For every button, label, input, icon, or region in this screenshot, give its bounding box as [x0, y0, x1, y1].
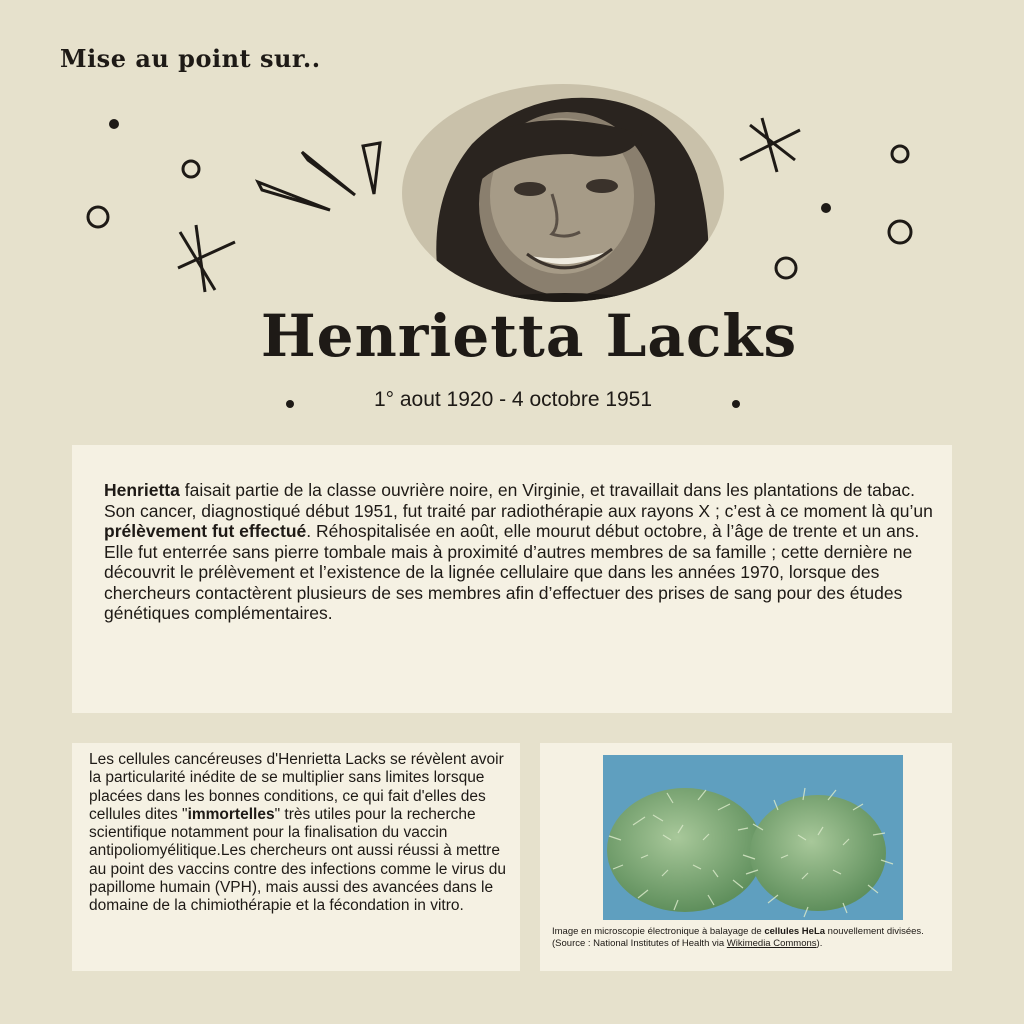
cells-card	[72, 743, 520, 971]
wikimedia-link[interactable]: Wikimedia Commons	[726, 937, 817, 949]
ring-icon	[889, 221, 911, 243]
bio-paragraph: Elle fut enterrée sans pierre tombale mais à proximité d’autres membres de sa famille ; cette dernière ne découvrit le prélèvement et l’existence de la lignée cellulaire que dans les années 1970, lorsque des chercheurs contactèrent plusieurs de ses membres afin d’effectuer des prises de sang pour des études génétiques complémentaires.	[104, 541, 913, 623]
bio-sentence: . Réhospitalisée en août, elle mourut début octobre, à l’âge de trente et un ans.	[306, 521, 920, 541]
triangle-icon	[258, 182, 330, 210]
bold-hela: cellules HeLa	[764, 926, 826, 937]
triangle-icon	[363, 143, 380, 194]
portrait-photo	[402, 84, 724, 302]
bold-sample: prélèvement fut effectué	[104, 521, 307, 541]
ring-icon	[183, 161, 199, 177]
caption-text: Image en microscopie électronique à balayage de	[552, 926, 765, 937]
dot-icon	[109, 119, 119, 129]
biography-card	[72, 445, 952, 713]
hela-cells-image	[603, 755, 903, 920]
caption-end: ).	[816, 937, 823, 949]
person-name: Henrietta Lacks	[260, 302, 798, 370]
ring-icon	[88, 207, 108, 227]
image-card	[540, 743, 952, 971]
sparkle-icon	[178, 225, 235, 292]
bullet-icon	[732, 400, 740, 408]
caption-source: (Source : National Institutes of Health via	[552, 937, 727, 949]
ring-icon	[892, 146, 908, 162]
life-dates: 1° aout 1920 - 4 octobre 1951	[373, 388, 653, 411]
cells-sentence: " très utiles pour la recherche scientifique notamment pour la finalisation du vaccin antipoliomyélitique.Les chercheurs ont aussi réussi à mettre au point des vaccins contre des infections comme le virus du papillome humain (VPH), mais aussi des avancées dans le domaine de la chimiothérapie et la fécondation in vitro.	[89, 805, 506, 915]
bold-immortal: immortelles	[187, 805, 275, 823]
bold-name: Henrietta	[104, 480, 180, 500]
cells-sentence: Les cellules cancéreuses d'Henrietta Lacks se révèlent avoir la particularité inédite de se multiplier sans limites lorsque placées dans les bonnes conditions, ce qui fait d'elles des cellules dites "	[89, 751, 504, 823]
kicker-title: Mise au point sur..	[60, 44, 321, 73]
dot-icon	[821, 203, 831, 213]
dates-line	[286, 388, 740, 418]
cells-text	[89, 751, 514, 916]
ring-icon	[776, 258, 796, 278]
image-caption	[552, 926, 947, 949]
bio-sentence: faisait partie de la classe ouvrière noire, en Virginie, et travaillait dans les plantations de tabac. Son cancer, diagnostiqué début 1951, fut traité par radiothérapie aux rayons X ; c’est à ce moment là qu’un	[104, 480, 933, 521]
sparkle-icon	[740, 118, 800, 172]
caption-text: nouvellement divisées.	[825, 926, 924, 937]
triangle-icon	[302, 152, 355, 195]
biography-text	[104, 480, 934, 624]
